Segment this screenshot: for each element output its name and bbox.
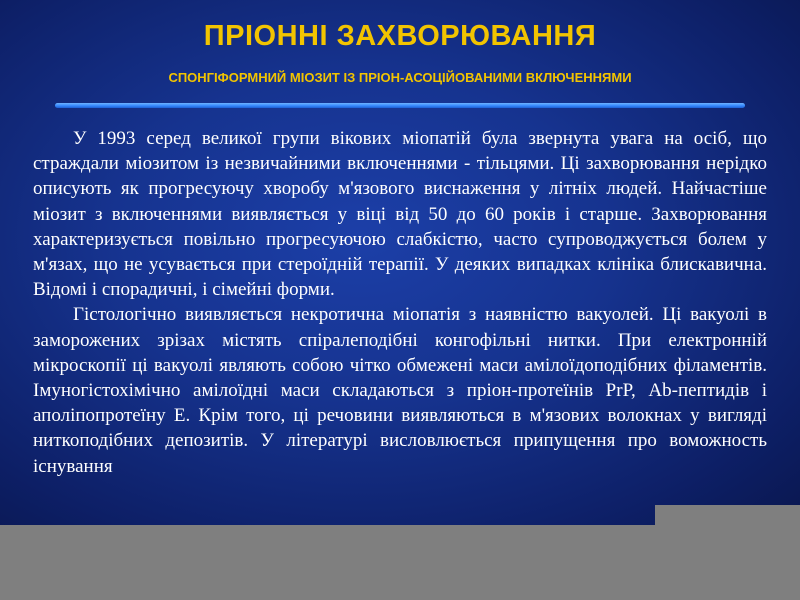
body-paragraph-1: У 1993 серед великої групи вікових міопатій була звернута увага на осіб, що страждали міозитом із незвичайними включеннями - тільцями. Ці захворювання нерідко описують як прогресуючу хворобу м'язового виснаження у літніх людей. Найчастіше міозит з включеннями виявляється у віці від 50 до 60 років і старше. Захворювання характеризується повільно прогресуючою слабкістю, часто супроводжується болем у м'язах, що не усувається при стероїдній терапії. У деяких випадках клініка блискавична. Відомі і спорадичні, і сімейні форми.: [33, 128, 767, 301]
corner-patch: [655, 505, 800, 525]
bottom-band: [0, 525, 800, 600]
body-paragraph-2: Гістологічно виявляється некротична міопатія з наявністю вакуолей. Ці вакуолі в заморожених зрізах містять спіралеподібні конгофільні нитки. При електронній мікроскопії ці вакуолі являють собою чітко обмежені маси амілоїдоподібних філаментів. Імуногістохімічно амілоїдні маси складаються з пріон-протеїнів PrP, Аb-пептидів і аполіпопротеїну Е. Крім того, ці речовини виявляються в м'язових волокнах у вигляді ниткоподібних депозитів. У літературі висловлюється припущення про воможность існування: [33, 304, 767, 477]
slide-body: [33, 126, 767, 479]
title-divider: [55, 103, 745, 108]
slide-title: ПРІОННІ ЗАХВОРЮВАННЯ: [203, 20, 597, 52]
slide-subtitle: СПОНГІФОРМНИЙ МІОЗИТ ІЗ ПРІОН-АСОЦІЙОВАНИМИ ВКЛЮЧЕННЯМИ: [168, 70, 632, 85]
